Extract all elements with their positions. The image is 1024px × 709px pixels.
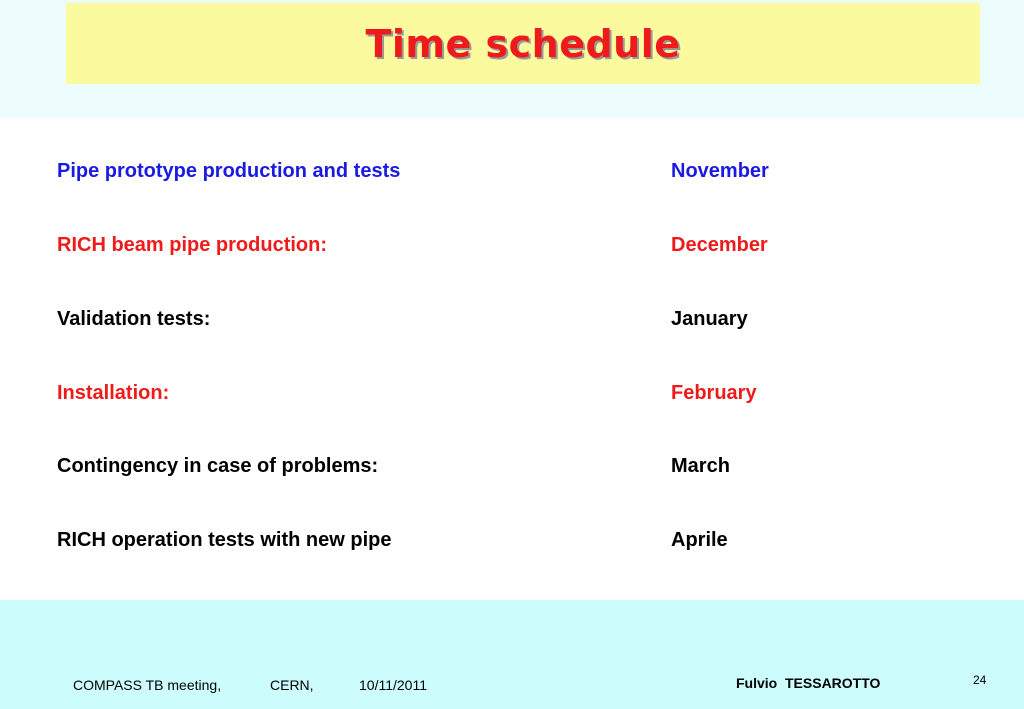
- schedule-month: January: [671, 308, 748, 330]
- schedule-task: Installation:: [57, 382, 170, 404]
- schedule-task: RICH beam pipe production:: [57, 234, 327, 256]
- schedule-task: Pipe prototype production and tests: [57, 160, 401, 182]
- footer-meeting: COMPASS TB meeting,: [73, 677, 222, 693]
- footer-date: 10/11/2011: [359, 677, 427, 693]
- page-number: 24: [973, 673, 987, 687]
- footer-author: Fulvio TESSAROTTO: [736, 675, 881, 691]
- schedule-task: Validation tests:: [57, 308, 211, 330]
- schedule-month: December: [671, 234, 768, 256]
- schedule-row: [0, 382, 1024, 412]
- schedule-area: [0, 118, 1024, 600]
- schedule-month: March: [671, 455, 730, 477]
- schedule-row: [0, 455, 1024, 485]
- schedule-month: November: [671, 160, 769, 182]
- footer-band: [0, 600, 1024, 709]
- schedule-row: [0, 160, 1024, 190]
- slide-title: Time schedule: [365, 21, 681, 66]
- schedule-task: Contingency in case of problems:: [57, 455, 379, 477]
- schedule-month: February: [671, 382, 757, 404]
- schedule-month: Aprile: [671, 529, 728, 551]
- schedule-row: [0, 529, 1024, 559]
- schedule-row: [0, 234, 1024, 264]
- title-box: [66, 3, 980, 84]
- schedule-task: RICH operation tests with new pipe: [57, 529, 392, 551]
- schedule-row: [0, 308, 1024, 338]
- footer-place: CERN,: [270, 677, 314, 693]
